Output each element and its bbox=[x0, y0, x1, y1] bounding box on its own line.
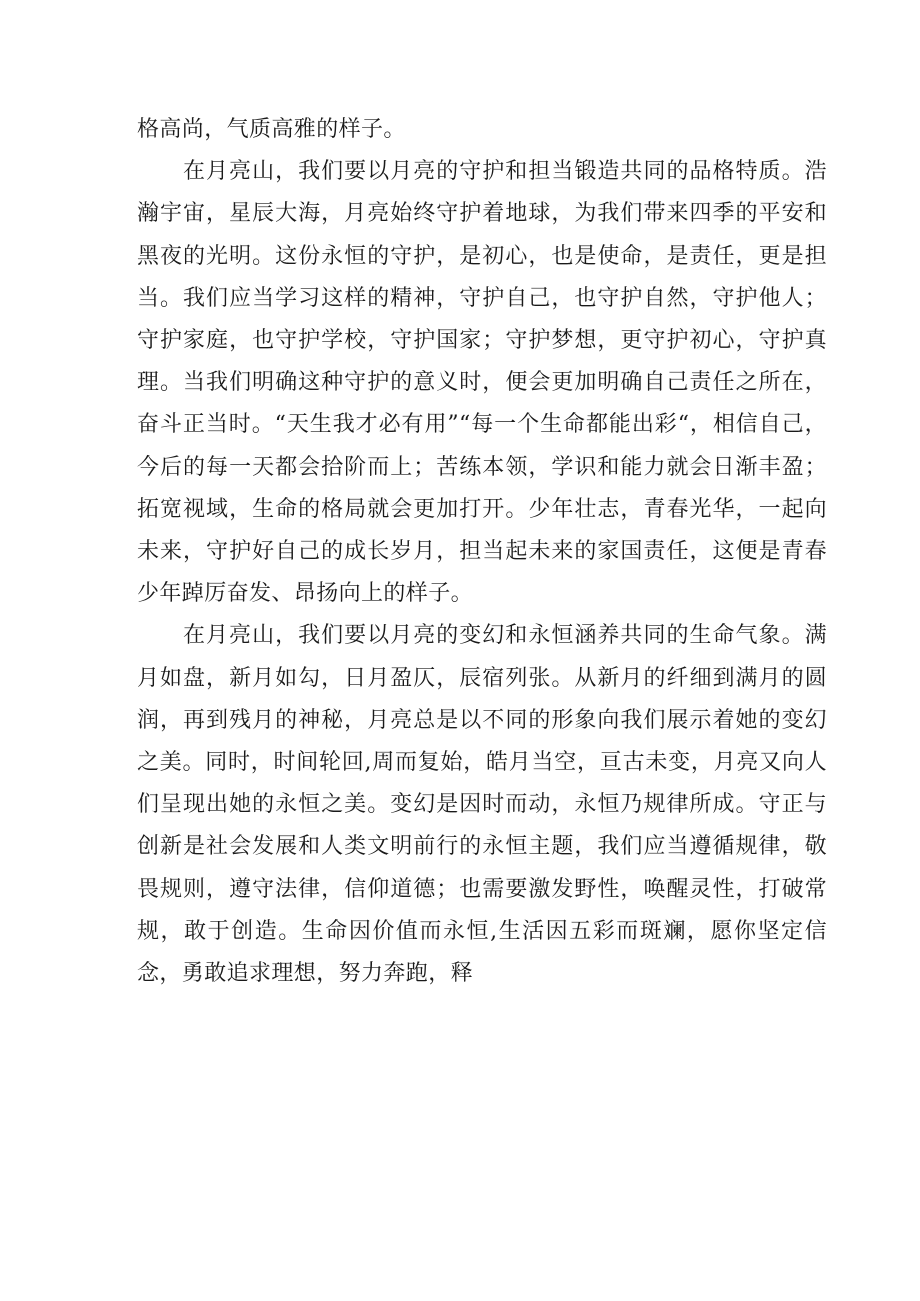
document-body bbox=[137, 109, 827, 995]
paragraph-change-and-eternity: 在月亮山，我们要以月亮的变幻和永恒涵养共同的生命气象。满月如盘，新月如勾，日月盈仄，辰宿列张。从新月的纤细到满月的圆润，再到残月的神秘，月亮总是以不同的形象向我们展示着她的变幻之美。同时，时间轮回,周而复始，皓月当空，亘古未变，月亮又向人们呈现出她的永恒之美。变幻是因时而动，永恒乃规律所成。守正与创新是社会发展和人类文明前行的永恒主题，我们应当遵循规律，敬畏规则，遵守法律，信仰道德；也需要激发野性，唤醒灵性，打破常规，敢于创造。生命因价值而永恒,生活因五彩而斑斓，愿你坚定信念，勇敢追求理想，努力奔跑，释 bbox=[137, 623, 827, 987]
paragraph-continuation: 格高尚，气质高雅的样子。 bbox=[137, 117, 406, 142]
paragraph-guardianship: 在月亮山，我们要以月亮的守护和担当锻造共同的品格特质。浩瀚宇宙，星辰大海，月亮始终守护着地球，为我们带来四季的平安和黑夜的光明。这份永恒的守护，是初心，也是使命，是责任，更是担当。我们应当学习这样的精神，守护自己，也守护自然，守护他人；守护家庭，也守护学校，守护国家；守护梦想，更守护初心，守护真理。当我们明确这种守护的意义时，便会更加明确自己责任之所在，奋斗正当时。“天生我才必有用”“每一个生命都能出彩“，相信自己，今后的每一天都会拾阶而上；苦练本领，学识和能力就会日渐丰盈；拓宽视域，生命的格局就会更加打开。少年壮志，青春光华，一起向未来，守护好自己的成长岁月，担当起未来的家国责任，这便是青春少年踔厉奋发、昂扬向上的样子。 bbox=[137, 159, 827, 607]
